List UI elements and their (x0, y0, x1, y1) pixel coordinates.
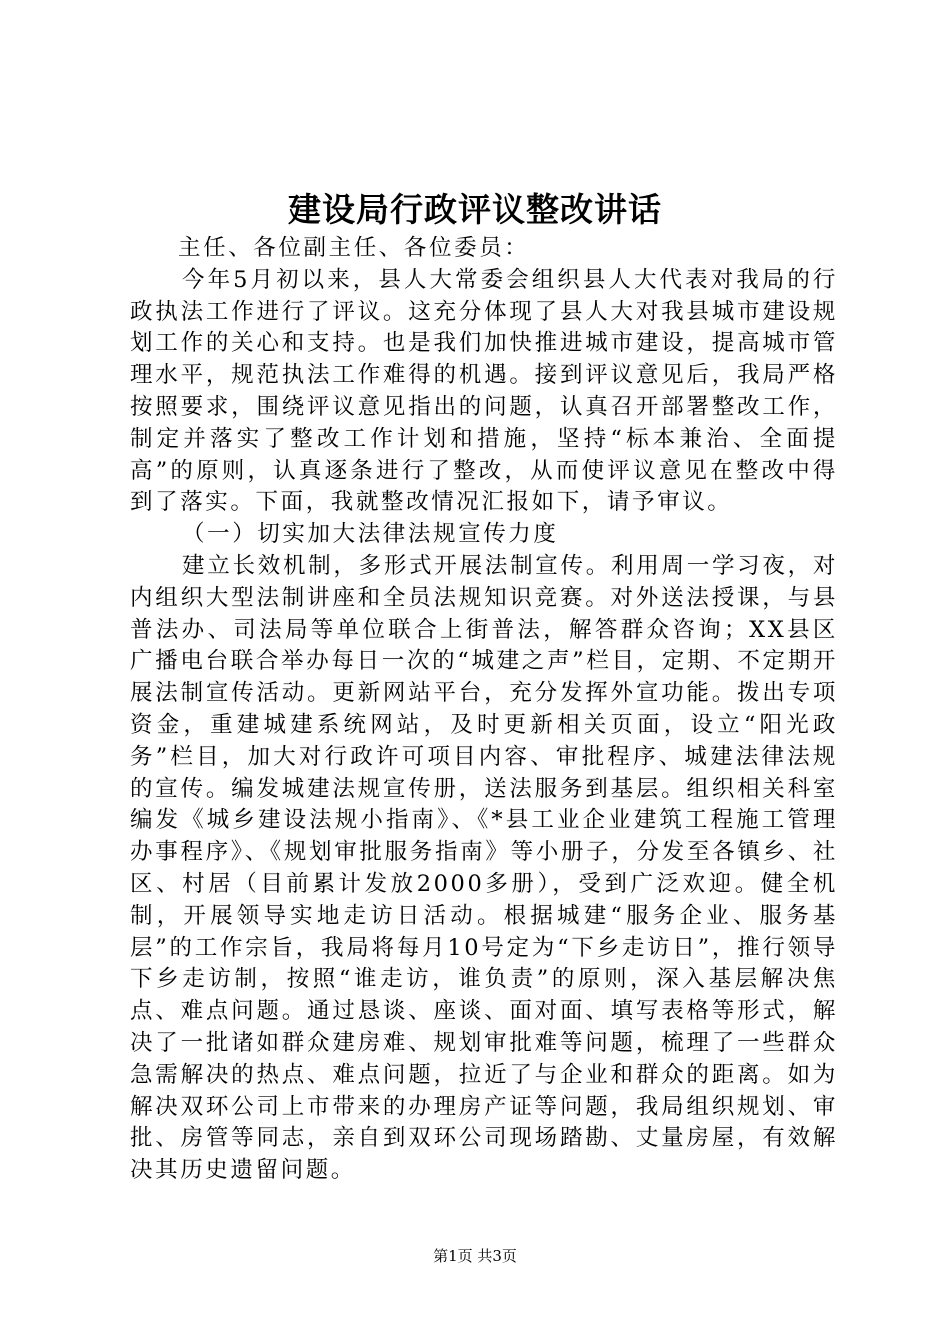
document-title: 建设局行政评议整改讲话 (288, 190, 662, 229)
salutation: 主任、各位副主任、各位委员： (178, 235, 530, 261)
document-body (130, 233, 838, 1187)
page-number-footer: 第1页 共3页 (433, 1247, 517, 1265)
paragraph-section-1: 建立长效机制，多形式开展法制宣传。利用周一学习夜，对内组织大型法制讲座和全员法规知识竞赛。对外送法授课，与县普法办、司法局等单位联合上街普法，解答群众咨询；XX县区广播电台联合举办每日一次的“城建之声”栏目，定期、不定期开展法制宣传活动。更新网站平台，充分发挥外宣功能。拨出专项资金，重建城建系统网站，及时更新相关页面，设立“阳光政务”栏目，加大对行政许可项目内容、审批程序、城建法律法规的宣传。编发城建法规宣传册，送法服务到基层。组织相关科室编发《城乡建设法规小指南》、《*县工业企业建筑工程施工管理办事程序》、《规划审批服务指南》等小册子，分发至各镇乡、社区、村居（目前累计发放2000多册），受到广泛欢迎。健全机制，开展领导实地走访日活动。根据城建“服务企业、服务基层”的工作宗旨，我局将每月10号定为“下乡走访日”，推行领导下乡走访制，按照“谁走访，谁负责”的原则，深入基层解决焦点、难点问题。通过恳谈、座谈、面对面、填写表格等形式，解决了一批诸如群众建房难、规划审批难等问题，梳理了一些群众急需解决的热点、难点问题，拉近了与企业和群众的距离。如为解决双环公司上市带来的办理房产证等问题，我局组织规划、审批、房管等同志，亲自到双环公司现场踏勘、丈量房屋，有效解决其历史遗留问题。 (130, 552, 838, 1184)
paragraph-intro: 今年5月初以来，县人大常委会组织县人大代表对我局的行政执法工作进行了评议。这充分体现了县人大对我县城市建设规划工作的关心和支持。也是我们加快推进城市建设，提高城市管理水平，规范执法工作难得的机遇。接到评议意见后，我局严格按照要求，围绕评议意见指出的问题，认真召开部署整改工作，制定并落实了整改工作计划和措施，坚持“标本兼治、全面提高”的原则，认真逐条进行了整改，从而使评议意见在整改中得到了落实。下面，我就整改情况汇报如下，请予审议。 (130, 266, 838, 516)
section-heading-1: （一）切实加大法律法规宣传力度 (182, 521, 559, 548)
